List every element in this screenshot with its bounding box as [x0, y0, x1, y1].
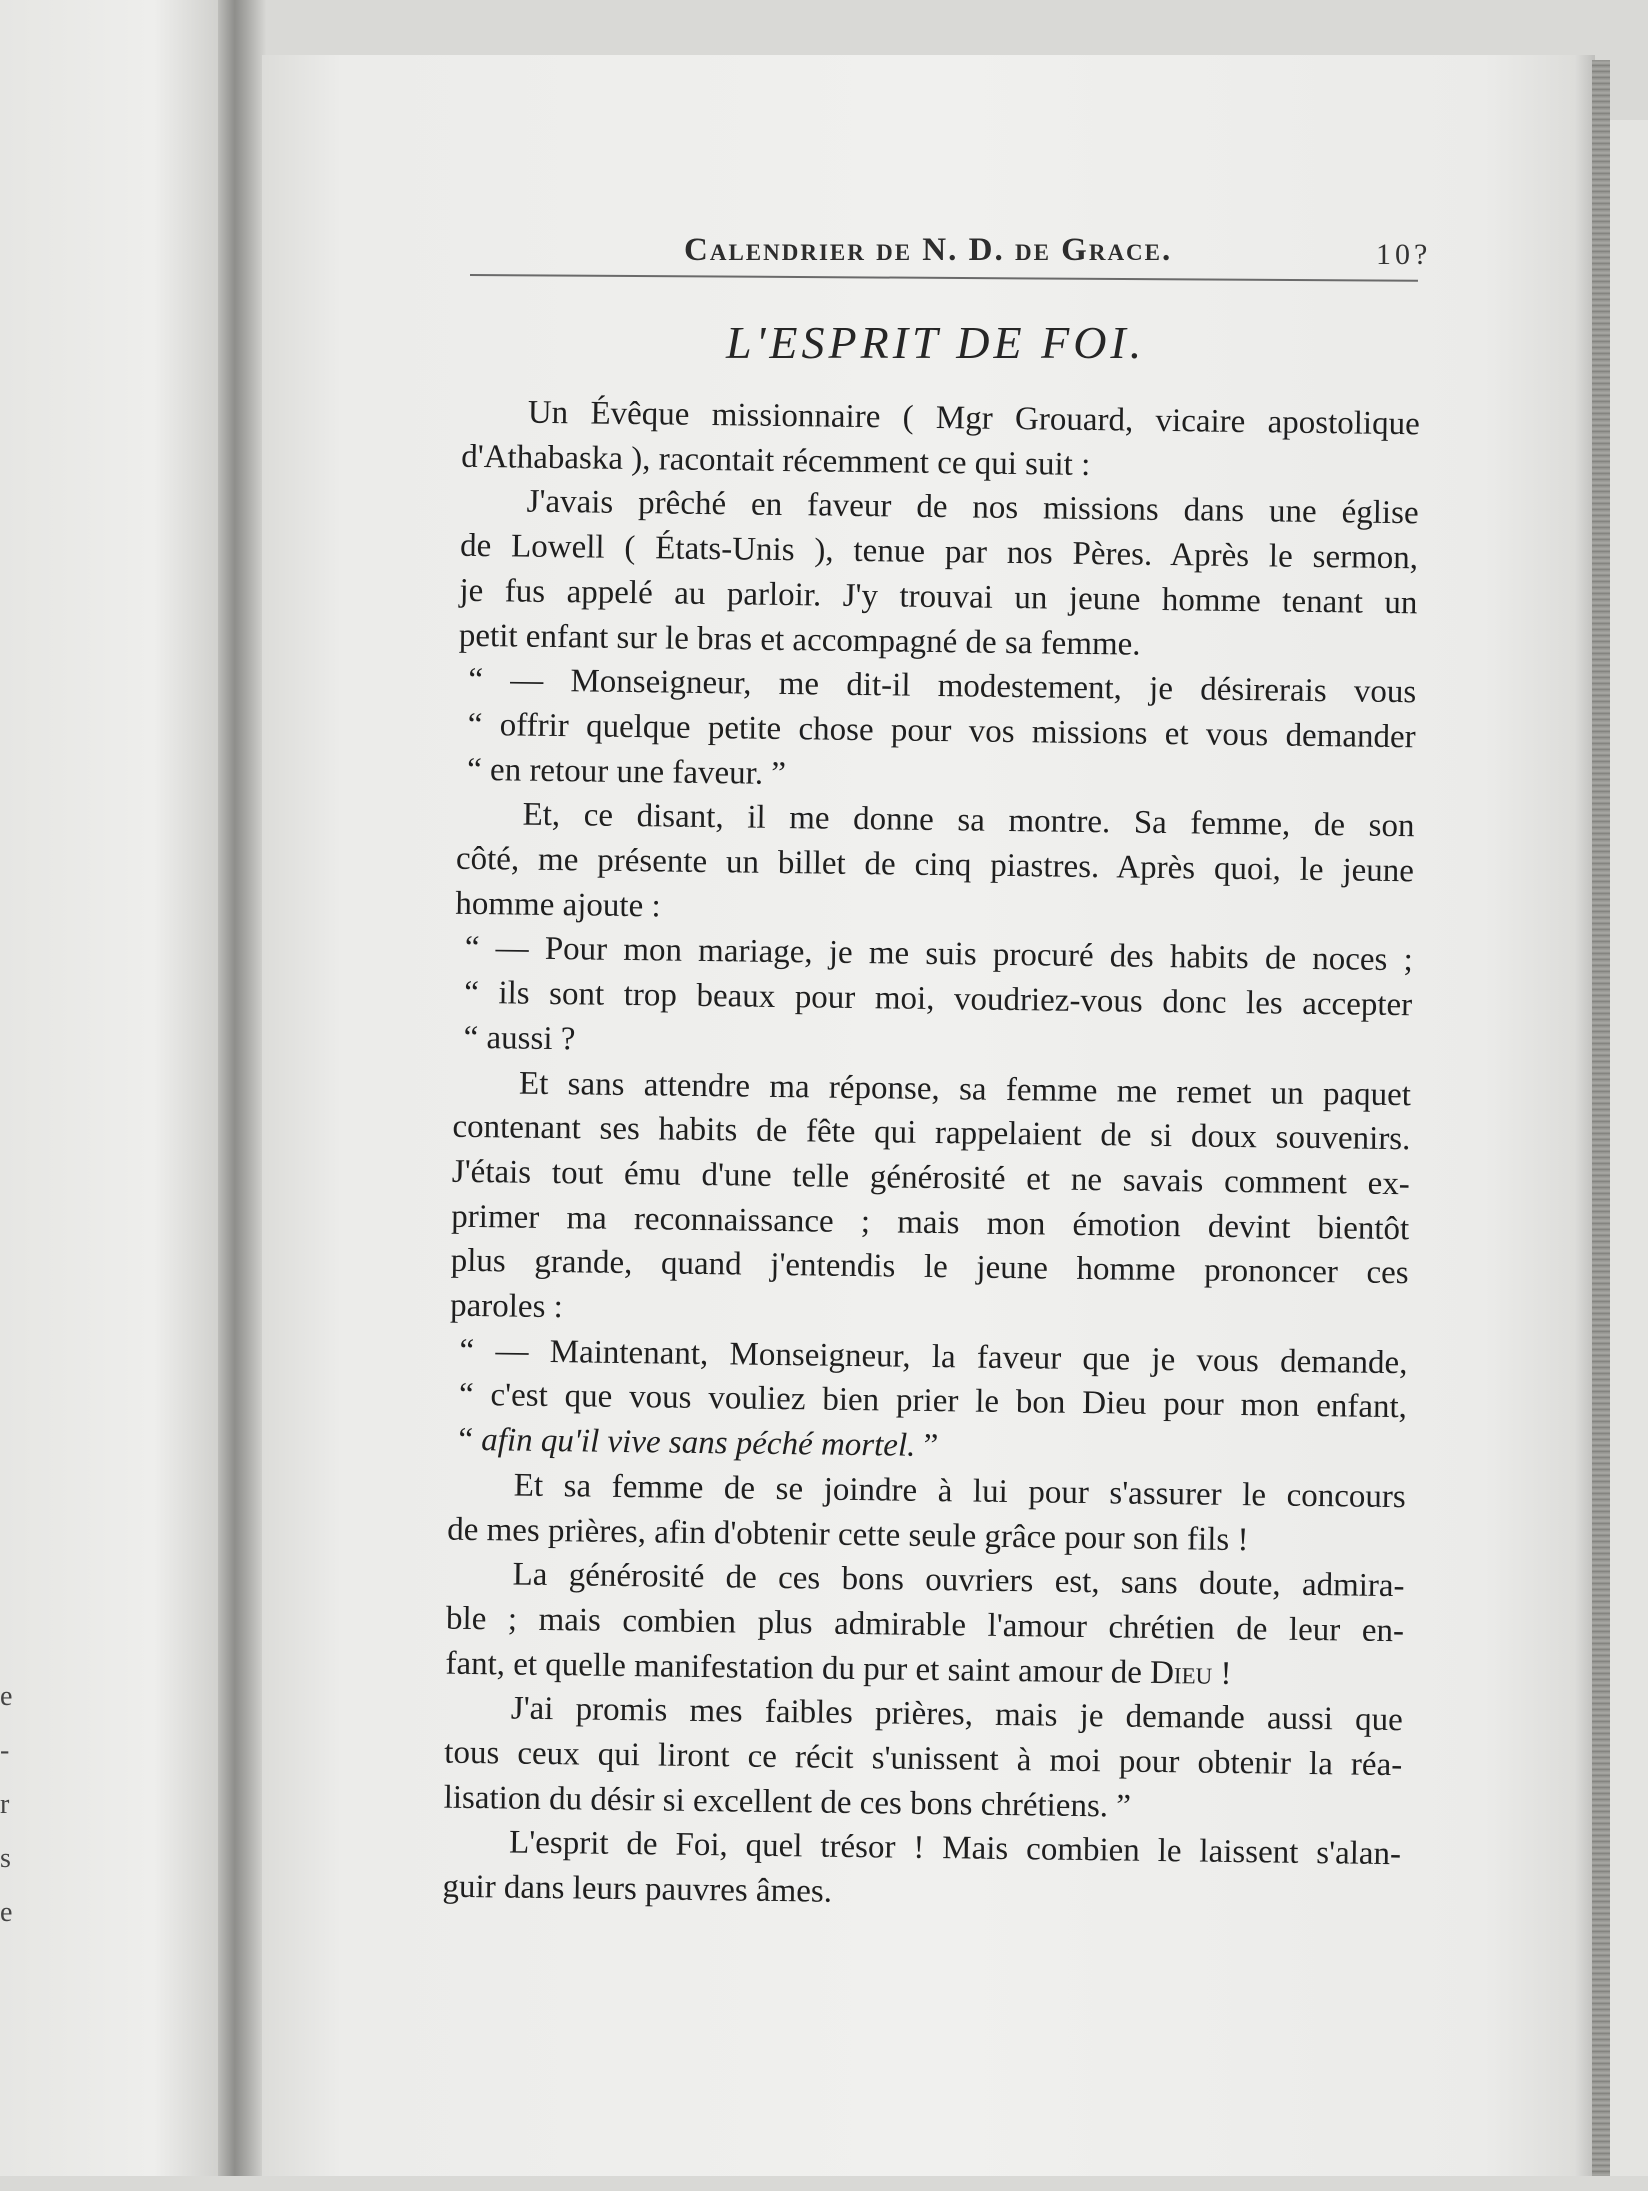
text-segment: fant, et quelle manifestation du pur et saint amour de [445, 1645, 1151, 1691]
text-line: “ — Pour mon mariage, je me suis procuré des habits de noces ; [464, 930, 1413, 979]
text-line: “ ils sont trop beaux pour moi, voudriez-vous donc les accepter [464, 974, 1413, 1024]
text-line: de Lowell ( États-Unis ), tenue par nos Pères. Après le sermon, [459, 527, 1419, 577]
text-line: de mes prières, afin d'obtenir cette seule grâce pour son fils ! [446, 1511, 1249, 1558]
text-line: contenant ses habits de fête qui rappelaient de si doux souvenirs. [452, 1108, 1411, 1158]
text-line: homme ajoute : [455, 885, 661, 925]
text-line: J'étais tout ému d'une telle générosité et ne savais comment ex- [451, 1153, 1411, 1203]
text-line: J'avais prêché en faveur de nos missions dans une église [526, 484, 1419, 532]
text-segment: “ [458, 1421, 482, 1459]
small-caps-word: Dieu [1149, 1654, 1213, 1692]
running-head: Calendrier de N. D. de Grace. [684, 232, 1173, 268]
text-line: guir dans leurs pauvres âmes. [442, 1868, 833, 1910]
text-line: je fus appelé au parloir. J'y trouvai un jeune homme tenant un [459, 572, 1418, 622]
article-title: L'ESPRIT DE FOI. [726, 317, 1146, 368]
left-page-fragment: s [0, 1843, 11, 1874]
text-line: paroles : [449, 1287, 564, 1326]
text-line: “ en retour une faveur. ” [466, 751, 787, 792]
text-line: L'esprit de Foi, quel trésor ! Mais combien le laissent s'alan- [508, 1824, 1402, 1873]
text-line: plus grande, quand j'entendis le jeune homme prononcer ces [450, 1242, 1409, 1292]
text-line: tous ceux qui liront ce récit s'unissent à moi pour obtenir la réa- [444, 1734, 1403, 1784]
text-segment: ” [915, 1427, 939, 1465]
text-line: La générosité de ces bons ouvriers est, sans doute, admira- [512, 1556, 1405, 1605]
text-line: lisation du désir si excellent de ces bons chrétiens. ” [443, 1779, 1132, 1825]
text-line: Et sans attendre ma réponse, sa femme me remet un paquet [518, 1065, 1412, 1113]
text-line: petit enfant sur le bras et accompagné de sa femme. [458, 617, 1141, 663]
page-number: 10? [1376, 238, 1432, 271]
left-page-fragment: e [0, 1897, 13, 1928]
left-page-fragment: - [0, 1735, 10, 1766]
text-segment: ! [1212, 1655, 1232, 1692]
text-line: Un Évêque missionnaire ( Mgr Grouard, vicaire apostolique [527, 394, 1420, 443]
text-line: Et sa femme de se joindre à lui pour s'assurer le concours [513, 1467, 1406, 1516]
text-line: “ — Maintenant, Monseigneur, la faveur que je vous demande, [459, 1332, 1408, 1381]
left-page-fragment: e [0, 1681, 13, 1712]
text-line: J'ai promis mes faibles prières, mais je demande aussi que [510, 1690, 1404, 1739]
text-line: “ — Monseigneur, me dit-il modestement, je désirerais vous [468, 662, 1417, 711]
text-line: Et, ce disant, il me donne sa montre. Sa femme, de son [522, 796, 1415, 845]
text-line: ble ; mais combien plus admirable l'amour chrétien de leur en- [445, 1600, 1405, 1650]
text-line: “ c'est que vous vouliez bien prier le bon Dieu pour mon enfant, [458, 1377, 1408, 1426]
italic-phrase: afin qu'il vive sans péché mortel. [481, 1422, 916, 1464]
text-line: primer ma reconnaissance ; mais mon émotion devint bientôt [451, 1198, 1410, 1247]
text-line: d'Athabaska ), racontait récemment ce qui suit : [461, 438, 1091, 483]
text-line: “ offrir quelque petite chose pour vos missions et vous demander [467, 706, 1416, 756]
text-line: côté, me présente un billet de cinq piastres. Après quoi, le jeune [455, 840, 1415, 890]
left-page-fragment: r [0, 1789, 10, 1820]
text-line: “ aussi ? [463, 1019, 576, 1058]
